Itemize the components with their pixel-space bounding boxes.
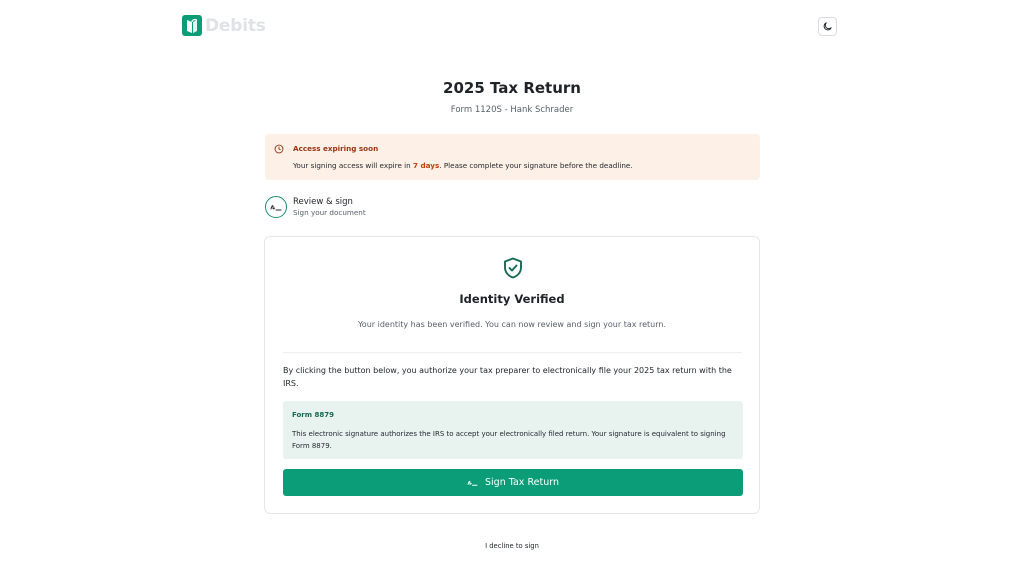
alert-message xyxy=(293,161,633,170)
step-text xyxy=(293,197,366,218)
debits-logo-icon xyxy=(182,15,202,36)
sign-button-label: Sign Tax Return xyxy=(485,477,559,488)
form-8879-notice xyxy=(283,401,743,459)
page-subtitle: Form 1120S - Hank Schrader xyxy=(450,105,574,115)
top-bar xyxy=(0,0,1024,52)
brand-logo[interactable] xyxy=(182,15,266,36)
alert-message-start: Your signing access will expire in xyxy=(293,161,413,170)
step-title: Review & sign xyxy=(293,196,353,207)
consent-text: By clicking the button below, you authorize your tax preparer to electronically file your 2025 tax return with the IRS. xyxy=(283,366,732,388)
sign-tax-return-button[interactable] xyxy=(283,469,743,496)
theme-toggle-button[interactable] xyxy=(818,17,837,36)
step-subtitle: Sign your document xyxy=(293,207,366,217)
alert-title: Access expiring soon xyxy=(293,144,379,153)
signature-icon xyxy=(270,203,282,212)
expiry-alert xyxy=(265,134,760,180)
form-notice-title: Form 8879 xyxy=(292,411,334,419)
alert-days-highlight: 7 days xyxy=(413,161,440,170)
moon-icon xyxy=(822,21,833,32)
alert-message-end: . Please complete your signature before the deadline. xyxy=(439,161,633,170)
clock-icon xyxy=(274,144,284,154)
step-indicator xyxy=(265,196,287,218)
decline-to-sign-link[interactable]: I decline to sign xyxy=(485,542,539,550)
brand-name: Debits xyxy=(205,15,266,36)
form-notice-body: This electronic signature authorizes the IRS to accept your electronically filed return. Your signature is equivalent to signing Form 8879. xyxy=(292,430,726,450)
verification-card xyxy=(264,236,760,514)
shield-check-icon xyxy=(501,256,525,280)
verified-title: Identity Verified xyxy=(459,292,565,306)
divider xyxy=(283,352,742,353)
page-title: 2025 Tax Return xyxy=(443,79,581,97)
review-sign-step xyxy=(265,196,366,218)
signature-icon xyxy=(467,479,478,487)
verified-description: Your identity has been verified. You can now review and sign your tax return. xyxy=(357,320,667,329)
